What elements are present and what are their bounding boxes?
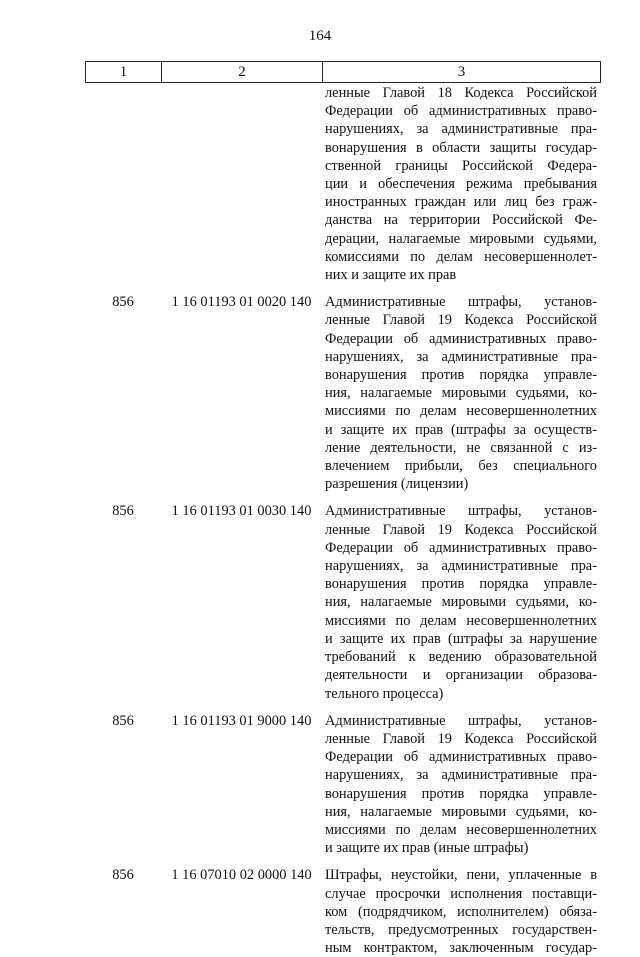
header-col-3: 3 bbox=[457, 63, 466, 80]
table-row bbox=[85, 502, 601, 702]
description-line: нарушениях, за административные пра- bbox=[325, 348, 597, 365]
budget-code-cell bbox=[161, 84, 322, 284]
table-row bbox=[85, 84, 601, 284]
description-cell bbox=[325, 712, 597, 858]
description-line: ление деятельности, не связанной с из- bbox=[325, 439, 597, 456]
description-line: ния, налагаемые мировыми судьями, ко- bbox=[325, 385, 597, 402]
description-line: них и защите их прав bbox=[325, 267, 457, 284]
admin-code-cell bbox=[85, 84, 161, 284]
row-gap bbox=[85, 703, 601, 712]
admin-code-cell: 856 bbox=[112, 867, 134, 884]
description-line: миссиями по делам несовершеннолетних bbox=[325, 612, 597, 629]
description-line: и защите их прав (штрафы за нарушение bbox=[325, 630, 597, 647]
description-line: влечением прибыли, без специального bbox=[325, 458, 597, 475]
budget-code-cell: 1 16 07010 02 0000 140 bbox=[171, 867, 312, 884]
header-col-1: 1 bbox=[86, 62, 162, 82]
description-line: ным контрактом, заключенным государ- bbox=[325, 940, 597, 957]
description-line: Административные штрафы, установ- bbox=[325, 712, 597, 729]
description-line: дерации, налагаемые мировыми судьями, bbox=[325, 230, 597, 247]
description-line: нарушениях, за административные пра- bbox=[325, 121, 597, 138]
description-line: ленные Главой 18 Кодекса Российской bbox=[325, 85, 597, 101]
description-line: нарушениях, за административные пра- bbox=[325, 558, 597, 575]
description-line: вонарушения против порядка управле- bbox=[325, 785, 597, 802]
description-line: и защите их прав (штрафы за осуществ- bbox=[325, 421, 597, 438]
description-cell bbox=[325, 502, 597, 702]
description-line: Административные штрафы, установ- bbox=[325, 503, 597, 520]
table-row bbox=[85, 293, 601, 493]
description-line: ния, налагаемые мировыми судьями, ко- bbox=[325, 803, 597, 820]
description-line: вонарушения в области защиты государ- bbox=[325, 139, 597, 156]
description-cell bbox=[325, 84, 597, 284]
table-row bbox=[85, 712, 601, 858]
description-line: Федерации об административных право- bbox=[325, 103, 597, 120]
description-line: ции и обеспечения режима пребывания bbox=[325, 176, 597, 193]
description-line: ственной границы Российской Федера- bbox=[325, 157, 597, 174]
row-gap bbox=[85, 857, 601, 866]
description-line: миссиями по делам несовершеннолетних bbox=[325, 821, 597, 838]
description-line: ния, налагаемые мировыми судьями, ко- bbox=[325, 594, 597, 611]
description-line: ком (подрядчиком, исполнителем) обяза- bbox=[325, 903, 597, 920]
description-line: ленные Главой 19 Кодекса Российской bbox=[325, 521, 597, 538]
description-line: Штрафы, неустойки, пени, уплаченные в bbox=[325, 867, 597, 884]
table-row bbox=[85, 866, 601, 957]
description-line: разрешения (лицензии) bbox=[325, 476, 469, 493]
row-gap bbox=[85, 493, 601, 502]
row-gap bbox=[85, 284, 601, 293]
description-line: и защите их прав (иные штрафы) bbox=[325, 840, 529, 857]
description-line: тельств, предусмотренных государствен- bbox=[325, 921, 597, 938]
description-line: нарушениях, за административные пра- bbox=[325, 767, 597, 784]
description-line: иностранных граждан или лиц без граж- bbox=[325, 194, 597, 211]
admin-code-cell: 856 bbox=[112, 503, 134, 520]
description-cell bbox=[325, 293, 597, 493]
description-line: ленные Главой 19 Кодекса Российской bbox=[325, 730, 597, 747]
budget-code-cell: 1 16 01193 01 0030 140 bbox=[171, 503, 312, 520]
description-line: Федерации об административных право- bbox=[325, 749, 597, 766]
description-line: Административные штрафы, установ- bbox=[325, 294, 597, 311]
table-header bbox=[85, 61, 601, 83]
description-line: вонарушения против порядка управле- bbox=[325, 367, 597, 384]
description-line: деятельности и организации образова- bbox=[325, 667, 597, 684]
admin-code-cell: 856 bbox=[112, 712, 134, 729]
budget-code-cell: 1 16 01193 01 9000 140 bbox=[171, 712, 312, 729]
description-line: тельного процесса) bbox=[325, 685, 444, 702]
description-line: случае просрочки исполнения поставщи- bbox=[325, 885, 597, 902]
description-line: миссиями по делам несовершеннолетних bbox=[325, 403, 597, 420]
description-line: вонарушения против порядка управле- bbox=[325, 576, 597, 593]
description-line: Федерации об административных право- bbox=[325, 330, 597, 347]
description-line: Федерации об административных право- bbox=[325, 539, 597, 556]
description-cell bbox=[325, 866, 597, 957]
header-col-2: 2 bbox=[162, 62, 323, 82]
table-body bbox=[85, 84, 601, 957]
admin-code-cell: 856 bbox=[112, 294, 134, 311]
page-number: 164 bbox=[308, 28, 332, 44]
description-line: требований к ведению образовательной bbox=[325, 649, 597, 666]
description-line: комиссиями по делам несовершеннолет- bbox=[325, 248, 597, 265]
description-line: ленные Главой 19 Кодекса Российской bbox=[325, 312, 597, 329]
description-line: данства на территории Российской Фе- bbox=[325, 212, 597, 229]
budget-code-cell: 1 16 01193 01 0020 140 bbox=[171, 294, 312, 311]
